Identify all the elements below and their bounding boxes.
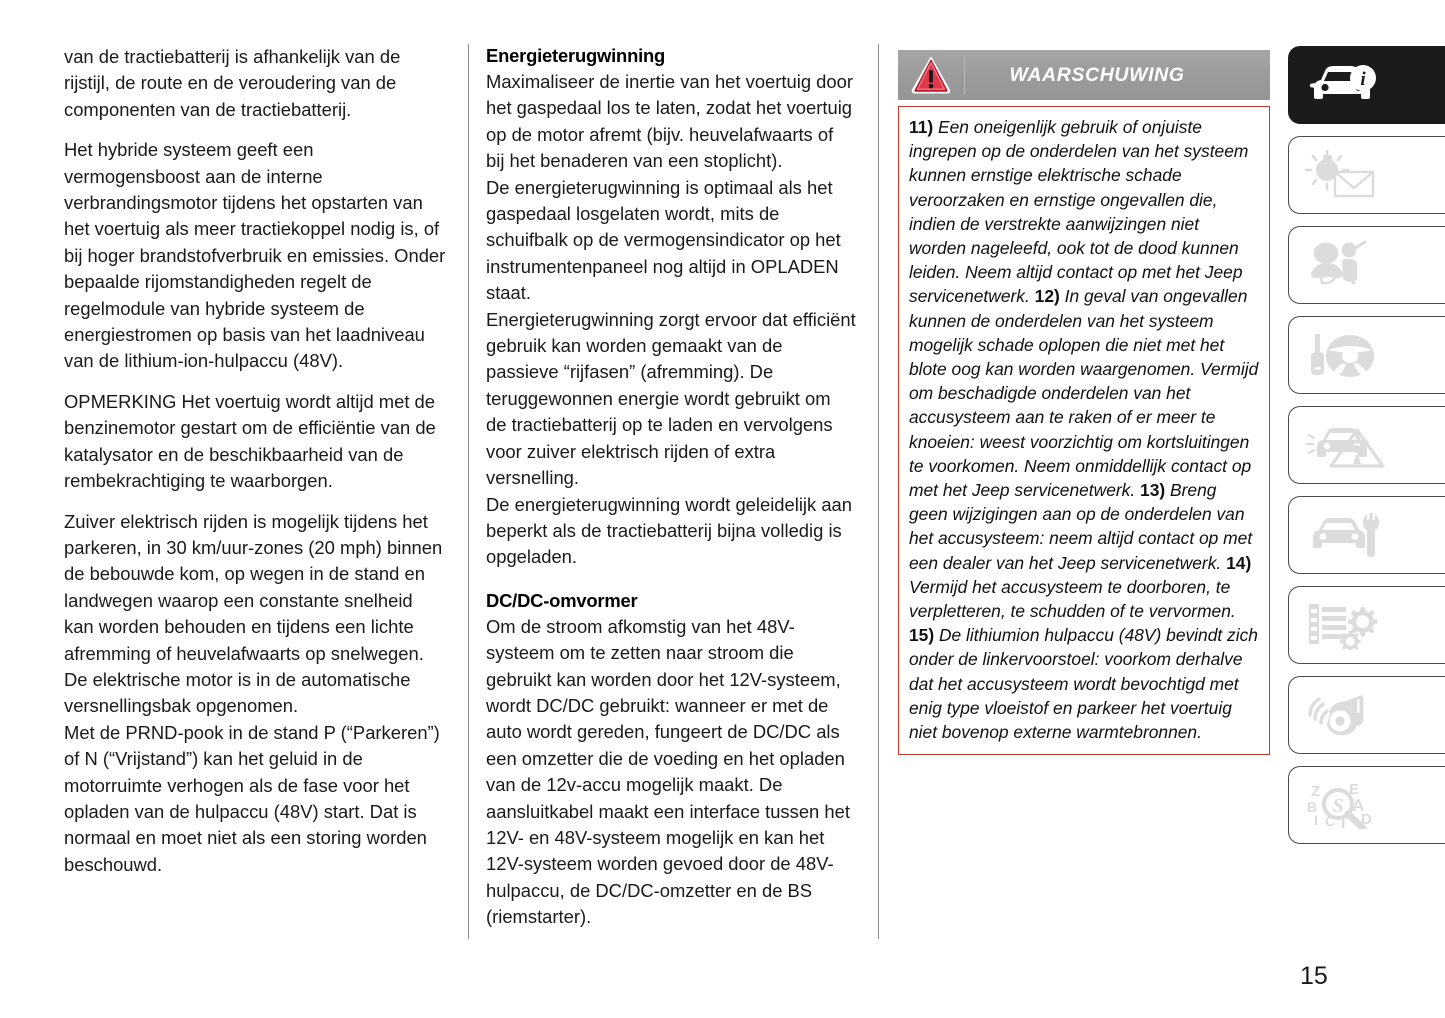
- warning-item-text: Breng geen wijzigingen aan op de onderdelen van het accusysteem: neem altijd contact op met een dealer van het Jeep servicenetwerk.: [909, 480, 1253, 573]
- car-wrench-maintenance-icon: [1305, 511, 1381, 559]
- svg-text:D: D: [1361, 811, 1372, 828]
- car-info-icon: [1305, 62, 1381, 108]
- paragraph: Met de PRND-pook in de stand P (“Parkeren”) of N (“Vrijstand”) kan het geluid in de motorruimte verhogen als de fase voor het opladen van de hulpaccu (48V) start. Dat is normaal en moet niet als een storing worden beschouwd.: [64, 721, 440, 875]
- warning-item-text: Vermijd het accusysteem te doorboren, te verpletteren, te schudden of te vervormen.: [909, 576, 1236, 622]
- paragraph: De energieterugwinning wordt geleidelijk aan beperkt als de tractiebatterij bijna volledig is opgeladen.: [486, 493, 852, 568]
- column-divider: [878, 44, 879, 939]
- section-heading-energieterugwinning: Energieterugwinning: [486, 45, 666, 66]
- paragraph: De energieterugwinning is optimaal als het gaspedaal losgelaten wordt, mits de schuifbalk op de vermogensindicator op het instrumentenpaneel nog altijd in OPLADEN staat.: [486, 176, 841, 304]
- alphabetical-index-search-icon: [1305, 781, 1385, 829]
- warning-body: [898, 106, 1270, 755]
- svg-text:Z: Z: [1311, 783, 1321, 800]
- warning-title: WAARSCHUWING: [1009, 63, 1185, 86]
- warning-item-number: 11): [909, 117, 934, 137]
- svg-text:S: S: [1332, 795, 1344, 817]
- paragraph: OPMERKING Het voertuig wordt altijd met de benzinemotor gestart om de efficiëntie van de katalysator en de beschikbaarheid van de rembekrachtiging te waarborgen.: [64, 390, 436, 492]
- sidebar-tab-specifications[interactable]: [1288, 586, 1445, 664]
- paragraph: van de tractiebatterij is afhankelijk van de rijstijl, de route en de veroudering van de componenten van de tractiebatterij.: [64, 46, 401, 120]
- svg-text:C: C: [1325, 813, 1336, 829]
- sidebar-tab-starting-driving[interactable]: [1288, 316, 1445, 394]
- svg-text:A: A: [1352, 796, 1365, 815]
- sidebar-tab-multimedia[interactable]: [1288, 676, 1445, 754]
- warning-item-text: In geval van ongevallen kunnen de onderdelen van het systeem mogelijk schade oplopen die niet met het blote oog kan worden waargenomen. Vermijd om beschadigde onderdelen van het accusysteem aan te raken of er meer te knoeien: weest voorzichtig om kortsluitingen te voorkomen. Neem onmiddellijk contact op met het Jeep servicenetwerk.: [909, 286, 1259, 501]
- sidebar-tab-maintenance[interactable]: [1288, 496, 1445, 574]
- warning-header: [898, 50, 1270, 100]
- seatbelt-safety-icon: [1305, 240, 1375, 290]
- svg-text:E: E: [1349, 781, 1360, 798]
- warning-triangle-icon: [898, 56, 964, 94]
- multimedia-audio-icon: [1305, 691, 1381, 739]
- svg-text:T: T: [1338, 813, 1349, 829]
- warning-item-text: Een oneigenlijk gebruik of onjuiste ingrepen op de onderdelen van het systeem kunnen ernstige elektrische schade veroorzaken en ernstige ongevallen die, indien de verstrekte aanwijzingen niet worden nageleefd, ook tot de dood kunnen leiden. Neem altijd contact op met het Jeep servicenetwerk.: [909, 117, 1249, 307]
- svg-text:I: I: [1314, 812, 1318, 828]
- warning-item-text: De lithiumion hulpaccu (48V) bevindt zich onder de linkervoorstoel: voorkom derhalve dat het accusysteem wordt bevochtigd met enig type vloeistof en parkeer het voertuig niet bovenop externe warmtebronnen.: [909, 625, 1258, 743]
- emergency-warning-triangle-icon: [1305, 421, 1385, 469]
- warning-item-number: 14): [1226, 552, 1252, 573]
- text-column-middle: [486, 44, 856, 931]
- sidebar-tab-vehicle-info[interactable]: [1288, 46, 1445, 124]
- paragraph: Het hybride systeem geeft een vermogensboost aan de interne verbrandingsmotor tijdens het opstarten van het voertuig als meer tractiekoppel nodig is, of bij hoger brandstofverbruik en emissies. Onder bepaalde rijomstandigheden regelt de regelmodule van hybride systeem de energiestromen op basis van het laadniveau van de lithium-ion-hulpaccu (48V).: [64, 139, 446, 372]
- section-tab-rail: [1288, 46, 1445, 856]
- warning-item-number: 13): [1140, 480, 1166, 501]
- paragraph: Maximaliseer de inertie van het voertuig door het gaspedaal los te laten, zodat het voertuig op de motor afremt (bijv. heuvelafwaarts of bij het benaderen van een stoplicht).: [486, 71, 853, 172]
- paragraph: Zuiver elektrisch rijden is mogelijk tijdens het parkeren, in 30 km/uur-zones (20 mph) binnen de bebouwde kom, op wegen in de stand en landwegen waarop een constante snelheid kan worden behouden en tijdens een lichte afremming of heuvelafwaarts op snelwegen. De elektrische motor is in de automatische versnellingsbak opgenomen.: [64, 510, 443, 717]
- column-divider: [468, 44, 469, 939]
- dashboard-mail-icon: [1305, 150, 1381, 200]
- section-heading-dcdc-omvormer: DC/DC-omvormer: [486, 589, 638, 611]
- paragraph: Energieterugwinning zorgt ervoor dat efficiënt gebruik kan worden gemaakt van de passieve “rijfasen” (afremming). De teruggewonnen energie wordt gebruikt om de tractiebatterij op te laden en vervolgens voor zuiver elektrisch rijden of extra versnelling.: [486, 308, 856, 489]
- specifications-gears-icon: [1305, 600, 1381, 650]
- key-steering-wheel-icon: [1305, 330, 1381, 380]
- page-number: 15: [1300, 962, 1328, 990]
- warning-item-number: 15): [909, 625, 935, 646]
- text-column-left: [64, 44, 446, 892]
- sidebar-tab-emergency[interactable]: [1288, 406, 1445, 484]
- svg-text:i: i: [1360, 69, 1366, 90]
- svg-text:B: B: [1307, 799, 1318, 815]
- paragraph: Om de stroom afkomstig van het 48V-systeem om te zetten naar stroom die gebruikt kan worden door het 12V-systeem, wordt DC/DC gebruikt: wanneer er met de auto wordt gereden, fungeert de DC/DC als een omzetter die de voeding en het opladen van de 12v-accu mogelijk maakt. De aansluitkabel maakt een interface tussen het 12V- en 48V-systeem mogelijk en kan het 12V-systeem worden gevoed door de 48V-hulpaccu, de DC/DC-omzetter en de BS (riemstarter).: [486, 615, 850, 928]
- sidebar-tab-alphabetical-index[interactable]: [1288, 766, 1445, 844]
- sidebar-tab-safety[interactable]: [1288, 226, 1445, 304]
- sidebar-tab-dashboard-messages[interactable]: [1288, 136, 1445, 214]
- warning-block: [898, 50, 1270, 755]
- warning-item-number: 12): [1034, 286, 1060, 307]
